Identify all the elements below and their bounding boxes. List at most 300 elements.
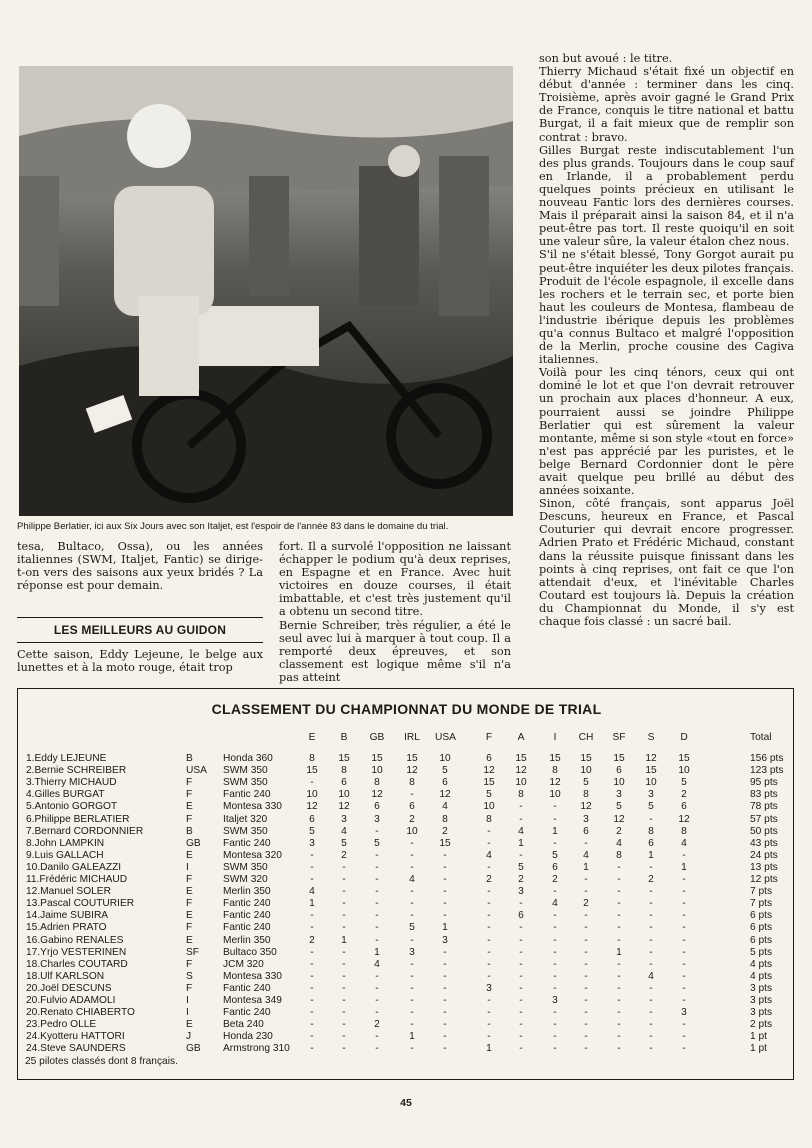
score-cell: - bbox=[553, 837, 557, 849]
score-cell: 8 bbox=[583, 789, 589, 801]
rider-name: 23.Pedro OLLE bbox=[26, 1019, 97, 1031]
score-cell: - bbox=[342, 861, 346, 873]
score-cell: - bbox=[342, 910, 346, 922]
score-cell: - bbox=[410, 789, 414, 801]
rider-photo bbox=[19, 66, 513, 516]
score-cell: 2 bbox=[374, 1019, 380, 1031]
score-cell: - bbox=[310, 910, 314, 922]
score-cell: - bbox=[617, 982, 621, 994]
total-points: 4 pts bbox=[750, 970, 773, 982]
section-heading: LES MEILLEURS AU GUIDON bbox=[17, 617, 263, 643]
motorcycle: Fantic 240 bbox=[223, 910, 271, 922]
score-cell: 12 bbox=[549, 777, 561, 789]
score-cell: - bbox=[519, 801, 523, 813]
score-cell: - bbox=[649, 995, 653, 1006]
nationality: E bbox=[186, 849, 193, 861]
motorcycle: Montesa 330 bbox=[223, 801, 282, 813]
score-cell: 8 bbox=[442, 813, 448, 825]
score-cell: - bbox=[682, 982, 686, 994]
rider-name: 12.Manuel SOLER bbox=[26, 886, 111, 898]
score-cell: 12 bbox=[580, 801, 592, 813]
score-cell: 5 bbox=[552, 849, 558, 861]
score-cell: - bbox=[342, 982, 346, 994]
score-cell: 1 bbox=[442, 922, 448, 934]
score-cell: - bbox=[617, 898, 621, 910]
score-cell: - bbox=[342, 995, 346, 1006]
total-points: 57 pts bbox=[750, 813, 778, 825]
table-row bbox=[18, 959, 795, 971]
nationality: F bbox=[186, 813, 193, 825]
score-cell: 3 bbox=[409, 946, 415, 958]
score-cell: - bbox=[310, 849, 314, 861]
score-cell: - bbox=[553, 1007, 557, 1019]
total-points: 13 pts bbox=[750, 861, 778, 873]
score-cell: 8 bbox=[341, 765, 347, 777]
score-cell: 2 bbox=[309, 934, 315, 946]
score-cell: 2 bbox=[442, 825, 448, 837]
column-header: D bbox=[680, 732, 688, 743]
score-cell: - bbox=[487, 958, 491, 970]
score-cell: - bbox=[410, 1007, 414, 1019]
score-cell: - bbox=[410, 982, 414, 994]
score-cell: 8 bbox=[681, 825, 687, 837]
score-cell: - bbox=[410, 1019, 414, 1031]
score-cell: - bbox=[342, 1043, 346, 1055]
nationality: E bbox=[186, 934, 193, 946]
score-cell: - bbox=[342, 874, 346, 885]
motorcycle: Fantic 240 bbox=[223, 1007, 271, 1019]
table-row bbox=[18, 862, 795, 874]
score-cell: - bbox=[649, 861, 653, 873]
score-cell: - bbox=[584, 946, 588, 958]
motorcycle: Italjet 320 bbox=[223, 813, 268, 825]
score-cell: - bbox=[410, 1043, 414, 1055]
paragraph: tesa, Bultaco, Ossa), ou les années italiennes (SWM, Italjet, Fantic) se dirige-t-on vers des saisons aux yeux bridés ? La réponse est pour demain. bbox=[17, 540, 263, 593]
score-cell: - bbox=[584, 1007, 588, 1019]
score-cell: - bbox=[682, 874, 686, 885]
column-header: USA bbox=[435, 732, 456, 743]
score-cell: 10 bbox=[549, 789, 561, 801]
nationality: S bbox=[186, 970, 193, 982]
score-cell: - bbox=[682, 970, 686, 982]
score-cell: 1 bbox=[374, 946, 380, 958]
score-cell: - bbox=[584, 958, 588, 970]
score-cell: 10 bbox=[580, 765, 592, 777]
score-cell: - bbox=[584, 995, 588, 1006]
column-header-total: Total bbox=[750, 732, 772, 743]
score-cell: - bbox=[310, 861, 314, 873]
score-cell: 5 bbox=[486, 789, 492, 801]
motorcycle: Montesa 320 bbox=[223, 849, 282, 861]
score-cell: 1 bbox=[583, 861, 589, 873]
nationality: J bbox=[186, 1031, 192, 1043]
score-cell: 6 bbox=[616, 765, 622, 777]
score-cell: 2 bbox=[518, 874, 524, 885]
score-cell: 4 bbox=[374, 958, 380, 970]
score-cell: - bbox=[553, 970, 557, 982]
score-cell: - bbox=[649, 910, 653, 922]
column-header: GB bbox=[369, 732, 385, 743]
score-cell: - bbox=[617, 1019, 621, 1031]
score-cell: - bbox=[617, 970, 621, 982]
motorcycle: Beta 240 bbox=[223, 1019, 264, 1031]
score-cell: - bbox=[553, 1043, 557, 1055]
score-cell: - bbox=[682, 910, 686, 922]
table-header bbox=[18, 732, 795, 744]
column-b bbox=[279, 540, 511, 684]
score-cell: - bbox=[519, 958, 523, 970]
score-cell: 3 bbox=[486, 982, 492, 994]
score-cell: - bbox=[342, 1031, 346, 1043]
score-cell: 3 bbox=[442, 934, 448, 946]
table-row bbox=[18, 935, 795, 947]
rider-name: 18.Charles COUTARD bbox=[26, 958, 128, 970]
score-cell: 2 bbox=[681, 789, 687, 801]
rider-name: 9.Luis GALLACH bbox=[26, 849, 104, 861]
table-row bbox=[18, 777, 795, 789]
score-cell: 10 bbox=[338, 789, 350, 801]
score-cell: 5 bbox=[518, 861, 524, 873]
score-cell: - bbox=[310, 1007, 314, 1019]
score-cell: 1 bbox=[552, 825, 558, 837]
score-cell: - bbox=[375, 1031, 379, 1043]
score-cell: - bbox=[519, 982, 523, 994]
score-cell: - bbox=[682, 958, 686, 970]
column-c bbox=[539, 52, 794, 628]
nationality: F bbox=[186, 898, 193, 910]
page-number: 45 bbox=[400, 1097, 412, 1109]
total-points: 1 pt bbox=[750, 1031, 767, 1043]
score-cell: 3 bbox=[583, 813, 589, 825]
score-cell: - bbox=[375, 922, 379, 934]
table-row bbox=[18, 898, 795, 910]
score-cell: - bbox=[682, 995, 686, 1006]
score-cell: 12 bbox=[645, 753, 657, 764]
score-cell: 15 bbox=[406, 753, 418, 764]
rider-name: 24.Kyotteru HATTORI bbox=[26, 1031, 125, 1043]
score-cell: 6 bbox=[409, 801, 415, 813]
score-cell: - bbox=[487, 898, 491, 910]
rider-name: 5.Antonio GORGOT bbox=[26, 801, 118, 813]
paragraph: Sinon, côté français, sont apparus Joël Descuns, heureux en France, et Pascal Couturier qui devrait encore progresser. Adrien Prato et Frédéric Michaud, constant dans la réussite puisque finissant dans les points à cinq reprises, ont fait ce que l'on attendait d'eux, et l'inévitable Charles Coutard est toujours là. Depuis la création du Championnat du Monde, il s'y est chaque fois classé : un sacré bail. bbox=[539, 497, 794, 629]
score-cell: - bbox=[519, 922, 523, 934]
paragraph: son but avoué : le titre. bbox=[539, 52, 673, 65]
score-cell: 3 bbox=[552, 995, 558, 1006]
score-cell: - bbox=[310, 777, 314, 789]
rider-name: 18.Ulf KARLSON bbox=[26, 970, 105, 982]
score-cell: 2 bbox=[341, 849, 347, 861]
score-cell: 12 bbox=[678, 813, 690, 825]
column-header: CH bbox=[578, 732, 594, 743]
score-cell: - bbox=[553, 934, 557, 946]
score-cell: - bbox=[375, 995, 379, 1006]
score-cell: - bbox=[410, 970, 414, 982]
score-cell: 5 bbox=[409, 922, 415, 934]
score-cell: - bbox=[487, 970, 491, 982]
score-cell: 10 bbox=[371, 765, 383, 777]
rider-name: 7.Bernard CORDONNIER bbox=[26, 825, 144, 837]
column-header: S bbox=[647, 732, 655, 743]
score-cell: 1 bbox=[486, 1043, 492, 1055]
total-points: 83 pts bbox=[750, 789, 778, 801]
score-cell: 15 bbox=[678, 753, 690, 764]
score-cell: 5 bbox=[616, 801, 622, 813]
score-cell: - bbox=[617, 1043, 621, 1055]
score-cell: 6 bbox=[518, 910, 524, 922]
motorcycle: Montesa 349 bbox=[223, 995, 282, 1006]
score-cell: - bbox=[682, 849, 686, 861]
score-cell: - bbox=[553, 922, 557, 934]
score-cell: - bbox=[443, 958, 447, 970]
score-cell: - bbox=[310, 982, 314, 994]
total-points: 43 pts bbox=[750, 837, 778, 849]
score-cell: 10 bbox=[306, 789, 318, 801]
table-row bbox=[18, 922, 795, 934]
score-cell: 10 bbox=[439, 753, 451, 764]
score-cell: - bbox=[310, 1019, 314, 1031]
column-header: E bbox=[308, 732, 316, 743]
score-cell: - bbox=[617, 886, 621, 898]
rider-name: 2.Bernie SCHREIBER bbox=[26, 765, 127, 777]
score-cell: - bbox=[342, 886, 346, 898]
score-cell: - bbox=[443, 1019, 447, 1031]
score-cell: 3 bbox=[681, 1007, 687, 1019]
score-cell: 3 bbox=[309, 837, 315, 849]
table-row bbox=[18, 1031, 795, 1043]
score-cell: - bbox=[410, 849, 414, 861]
score-cell: 5 bbox=[341, 837, 347, 849]
score-cell: - bbox=[682, 1043, 686, 1055]
score-cell: 4 bbox=[518, 825, 524, 837]
score-cell: - bbox=[487, 1031, 491, 1043]
total-points: 7 pts bbox=[750, 886, 773, 898]
score-cell: - bbox=[375, 982, 379, 994]
score-cell: - bbox=[342, 898, 346, 910]
score-cell: - bbox=[310, 922, 314, 934]
score-cell: - bbox=[553, 910, 557, 922]
total-points: 6 pts bbox=[750, 934, 773, 946]
score-cell: - bbox=[519, 898, 523, 910]
table-row bbox=[18, 983, 795, 995]
total-points: 95 pts bbox=[750, 777, 778, 789]
score-cell: 15 bbox=[483, 777, 495, 789]
total-points: 156 pts bbox=[750, 753, 784, 764]
score-cell: - bbox=[410, 910, 414, 922]
score-cell: - bbox=[342, 1019, 346, 1031]
total-points: 1 pt bbox=[750, 1043, 767, 1055]
score-cell: - bbox=[519, 946, 523, 958]
column-a bbox=[17, 540, 263, 592]
score-cell: 15 bbox=[306, 765, 318, 777]
table-row bbox=[18, 886, 795, 898]
total-points: 3 pts bbox=[750, 982, 773, 994]
rider-name: 11.Frédéric MICHAUD bbox=[26, 874, 128, 885]
score-cell: 10 bbox=[613, 777, 625, 789]
table-row bbox=[18, 789, 795, 801]
score-cell: 15 bbox=[645, 765, 657, 777]
nationality: I bbox=[186, 861, 189, 873]
score-cell: 4 bbox=[616, 837, 622, 849]
score-cell: - bbox=[487, 995, 491, 1006]
score-cell: - bbox=[487, 922, 491, 934]
score-cell: - bbox=[649, 1019, 653, 1031]
score-cell: - bbox=[649, 982, 653, 994]
score-cell: - bbox=[310, 958, 314, 970]
score-cell: 8 bbox=[409, 777, 415, 789]
score-cell: 5 bbox=[374, 837, 380, 849]
motorcycle: Merlin 350 bbox=[223, 934, 271, 946]
score-cell: - bbox=[682, 1019, 686, 1031]
score-cell: 1 bbox=[616, 946, 622, 958]
score-cell: - bbox=[553, 801, 557, 813]
total-points: 12 pts bbox=[750, 874, 778, 885]
score-cell: - bbox=[375, 1007, 379, 1019]
rider-name: 17.Yrjo VESTERINEN bbox=[26, 946, 127, 958]
score-cell: 2 bbox=[616, 825, 622, 837]
motorcycle: Fantic 240 bbox=[223, 837, 271, 849]
score-cell: 8 bbox=[616, 849, 622, 861]
score-cell: - bbox=[649, 958, 653, 970]
score-cell: - bbox=[649, 946, 653, 958]
score-cell: - bbox=[649, 813, 653, 825]
score-cell: - bbox=[584, 1031, 588, 1043]
score-cell: - bbox=[682, 886, 686, 898]
score-cell: - bbox=[553, 813, 557, 825]
score-cell: - bbox=[487, 1007, 491, 1019]
table-row bbox=[18, 814, 795, 826]
nationality: F bbox=[186, 777, 193, 789]
score-cell: - bbox=[487, 1019, 491, 1031]
rider-name: 24.Steve SAUNDERS bbox=[26, 1043, 126, 1055]
score-cell: - bbox=[519, 1031, 523, 1043]
motorcycle: Fantic 240 bbox=[223, 922, 271, 934]
score-cell: 15 bbox=[439, 837, 451, 849]
motorcycle: Montesa 330 bbox=[223, 970, 282, 982]
score-cell: - bbox=[682, 934, 686, 946]
motorcycle: Bultaco 350 bbox=[223, 946, 277, 958]
score-cell: - bbox=[584, 1019, 588, 1031]
score-cell: - bbox=[584, 886, 588, 898]
table-row bbox=[18, 1019, 795, 1031]
column-header: A bbox=[517, 732, 525, 743]
score-cell: - bbox=[584, 1043, 588, 1055]
score-cell: 10 bbox=[645, 777, 657, 789]
score-cell: - bbox=[584, 837, 588, 849]
motorcycle: Fantic 240 bbox=[223, 982, 271, 994]
score-cell: 10 bbox=[515, 777, 527, 789]
nationality: GB bbox=[186, 1043, 201, 1055]
score-cell: 2 bbox=[648, 874, 654, 885]
score-cell: - bbox=[553, 958, 557, 970]
score-cell: - bbox=[443, 1031, 447, 1043]
score-cell: - bbox=[553, 982, 557, 994]
score-cell: 15 bbox=[515, 753, 527, 764]
score-cell: 3 bbox=[374, 813, 380, 825]
score-cell: 1 bbox=[309, 898, 315, 910]
score-cell: 6 bbox=[552, 861, 558, 873]
score-cell: - bbox=[375, 861, 379, 873]
table-row bbox=[18, 971, 795, 983]
column-header: B bbox=[340, 732, 348, 743]
rider-name: 20.Renato CHIABERTO bbox=[26, 1007, 135, 1019]
score-cell: 8 bbox=[486, 813, 492, 825]
score-cell: 8 bbox=[552, 765, 558, 777]
score-cell: - bbox=[410, 861, 414, 873]
score-cell: - bbox=[375, 874, 379, 885]
score-cell: - bbox=[443, 946, 447, 958]
rider-name: 6.Philippe BERLATIER bbox=[26, 813, 130, 825]
table-row bbox=[18, 910, 795, 922]
score-cell: 4 bbox=[648, 970, 654, 982]
score-cell: 4 bbox=[409, 874, 415, 885]
score-cell: - bbox=[342, 922, 346, 934]
score-cell: - bbox=[617, 910, 621, 922]
motorcycle-trial-photo-icon bbox=[19, 66, 513, 516]
score-cell: 15 bbox=[613, 753, 625, 764]
nationality: E bbox=[186, 1019, 193, 1031]
score-cell: - bbox=[443, 898, 447, 910]
column-header: SF bbox=[612, 732, 626, 743]
score-cell: - bbox=[487, 837, 491, 849]
score-cell: - bbox=[375, 970, 379, 982]
score-cell: 12 bbox=[613, 813, 625, 825]
column-header: F bbox=[485, 732, 493, 743]
score-cell: - bbox=[584, 970, 588, 982]
nationality: B bbox=[186, 753, 193, 764]
score-cell: - bbox=[617, 995, 621, 1006]
score-cell: - bbox=[584, 982, 588, 994]
rider-name: 14.Jaime SUBIRA bbox=[26, 910, 109, 922]
total-points: 3 pts bbox=[750, 1007, 773, 1019]
score-cell: - bbox=[342, 958, 346, 970]
score-cell: 12 bbox=[439, 789, 451, 801]
motorcycle: SWM 350 bbox=[223, 765, 268, 777]
nationality: E bbox=[186, 910, 193, 922]
column-header: I bbox=[553, 732, 557, 743]
score-cell: - bbox=[617, 874, 621, 885]
score-cell: - bbox=[375, 886, 379, 898]
score-cell: 15 bbox=[338, 753, 350, 764]
column-a-continued bbox=[17, 648, 263, 674]
score-cell: - bbox=[649, 1031, 653, 1043]
score-cell: - bbox=[443, 849, 447, 861]
score-cell: 6 bbox=[374, 801, 380, 813]
score-cell: - bbox=[443, 861, 447, 873]
table-row bbox=[18, 874, 795, 886]
column-header: IRL bbox=[404, 732, 420, 743]
score-cell: 2 bbox=[409, 813, 415, 825]
score-cell: - bbox=[519, 1019, 523, 1031]
total-points: 123 pts bbox=[750, 765, 784, 777]
score-cell: - bbox=[310, 946, 314, 958]
score-cell: - bbox=[519, 934, 523, 946]
total-points: 3 pts bbox=[750, 995, 773, 1006]
score-cell: - bbox=[443, 995, 447, 1006]
rider-name: 8.John LAMPKIN bbox=[26, 837, 105, 849]
nationality: F bbox=[186, 958, 193, 970]
score-cell: 4 bbox=[583, 849, 589, 861]
score-cell: - bbox=[487, 934, 491, 946]
score-cell: 6 bbox=[341, 777, 347, 789]
total-points: 6 pts bbox=[750, 922, 773, 934]
score-cell: - bbox=[410, 837, 414, 849]
score-cell: 8 bbox=[374, 777, 380, 789]
score-cell: - bbox=[553, 1019, 557, 1031]
nationality: E bbox=[186, 801, 193, 813]
table-row bbox=[18, 765, 795, 777]
paragraph: Gilles Burgat reste indiscutablement l'un des plus grands. Toujours dans le coup sauf en Irlande, il a probablement perdu quelques points précieux en utilisant le nouveau Fantic lors des dernières courses. Mais il préparait ainsi la saison 84, et il n'a peut-être pas tort. Il reste quoiqu'il en soit une valeur sûre, la valeur étalon chez nous. bbox=[539, 143, 794, 249]
score-cell: - bbox=[487, 861, 491, 873]
